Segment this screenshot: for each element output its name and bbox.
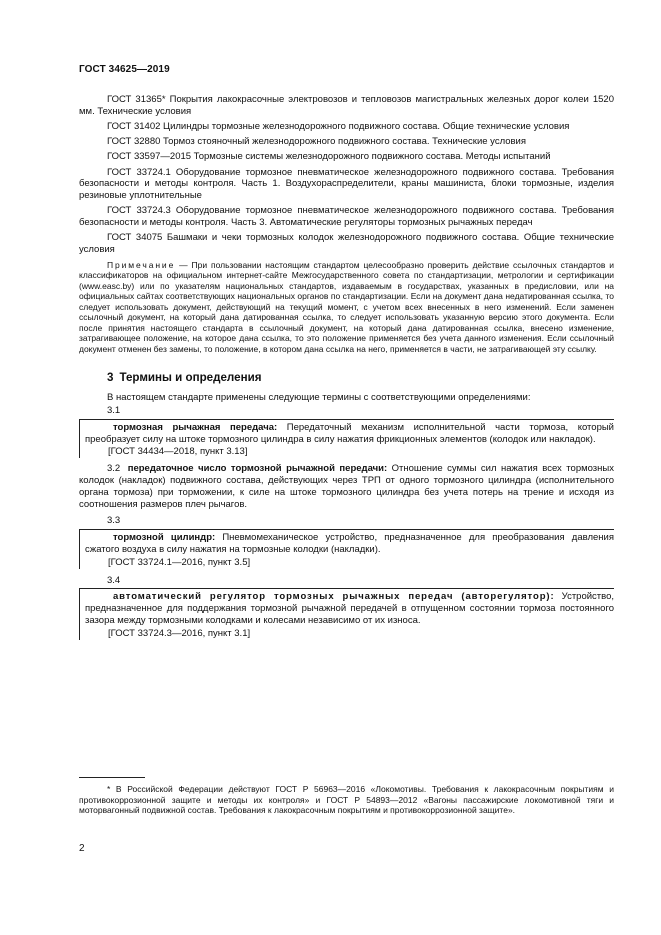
term-definition (85, 422, 614, 446)
section-number: 3 (107, 371, 114, 385)
term-name: тормозной цилиндр: (113, 532, 216, 544)
term-text: Пневмомеханическое устройство, предназначенное для преобразования давления сжатого воздуха в силу нажатия на тормозные колодки (накладки). (85, 532, 614, 555)
reference-item: ГОСТ 32880 Тормоз стояночный железнодорожного подвижного состава. Технические условия (107, 136, 526, 148)
document-body (79, 94, 614, 645)
footnote: * В Российской Федерации действуют ГОСТ Р 56963—2016 «Локомотивы. Требования к лакокрасочным покрытиям и противокоррозионной защите и методы их контроля» и ГОСТ Р 54893—2012 «Вагоны пассажирские локомотивной тяги и моторвагонный подвижной состав. Требования к лакокрасочным покрытиям и противокоррозионной защите». (79, 784, 614, 815)
reference-item: ГОСТ 33724.1 Оборудование тормозное пневматическое железнодорожного подвижного состава. Требования безопасности и методы контроля. Часть 1. Воздухораспределители, краны машиниста, блоки тормозные, изделия резиновые уплотнительные (79, 166, 614, 202)
term-definition (85, 591, 614, 626)
section-heading (107, 372, 614, 384)
term-number: 3.4 (107, 574, 121, 586)
document-header: ГОСТ 34625—2019 (79, 64, 170, 75)
term-box (79, 529, 614, 568)
term-name: передаточное число тормозной рычажной передачи: (127, 463, 388, 475)
page-number: 2 (79, 843, 85, 854)
term-definition (85, 532, 614, 556)
section-title: Термины и определения (119, 371, 262, 385)
reference-item: ГОСТ 31402 Цилиндры тормозные железнодорожного подвижного состава. Общие технические условия (107, 120, 570, 132)
term-name: автоматический регулятор тормозных рычажных передач (авторегулятор): (113, 591, 555, 603)
term-box (79, 588, 614, 639)
note-paragraph (79, 260, 614, 355)
reference-item: ГОСТ 31365* Покрытия лакокрасочные электровозов и тепловозов магистральных железных дорог колеи 1520 мм. Технические условия (79, 94, 614, 117)
term-text: Отношение суммы сил нажатия всех тормозных колодок (накладок) подвижного состава, действующих через ТРП от одного тормозного цилиндра (исполнительного органа тормоза) при торможении, к силе на штоке тормозного цилиндра без учета потерь на трение и исходя из соотношения размеров плеч рычагов. (79, 463, 614, 510)
term-source: [ГОСТ 33724.1—2016, пункт 3.5] (108, 556, 251, 568)
term-source: [ГОСТ 33724.3—2016, пункт 3.1] (108, 627, 251, 639)
reference-item: ГОСТ 34075 Башмаки и чеки тормозных колодок железнодорожного подвижного состава. Общие технические условия (79, 232, 614, 256)
term-box (79, 419, 614, 458)
term-source: [ГОСТ 34434—2018, пункт 3.13] (108, 446, 248, 458)
footnote-divider (79, 777, 145, 778)
section-intro: В настоящем стандарте применены следующие термины с соответствующими определениями: (107, 392, 531, 404)
term-number: 3.1 (107, 405, 121, 416)
term-name: тормозная рычажная передача: (113, 421, 278, 433)
term-number: 3.2 (107, 463, 121, 475)
term-number: 3.3 (107, 515, 121, 527)
reference-item: ГОСТ 33724.3 Оборудование тормозное пневматическое железнодорожного подвижного состава. Требования безопасности и методы контроля. Часть 3. Автоматические регуляторы тормозных рычажных передач (79, 205, 614, 229)
term-text: Устройство, предназначенное для поддержания тормозной рычажной передачей в отпущенном состоянии тормоза постоянного зазора между тормозными колодками и колесами независимо от их износа. (85, 591, 615, 626)
term-text: Передаточный механизм исполнительной части тормоза, который преобразует силу на штоке тормозного цилиндра в силу нажатия фрикционных элементов (колодок или накладок). (85, 421, 614, 445)
note-label: Примечание (107, 259, 176, 270)
reference-item: ГОСТ 33597—2015 Тормозные системы железнодорожного подвижного состава. Методы испытаний (107, 151, 551, 163)
note-text: — При пользовании настоящим стандартом целесообразно проверить действие ссылочных стандартов и классификаторов на официальном интернет-сайте Межгосударственного совета по стандартизации, метрологии и сертификации (www.easc.by) или по указателям национальных стандартов, издаваемым в государствах, указанных в предисловии, или на официальных сайтах соответствующих национальных органов по стандартизации. Если на документ дана недатированная ссылка, то следует использовать документ, действующий на текущий момент, с учетом всех внесенных в него изменений. Если заменен ссылочный документ, на который дана датированная ссылка, то следует использовать указанную версию этого документа. Если после принятия настоящего стандарта в ссылочный документ, на который дана датированная ссылка, внесено изменение, затрагивающее положение, на которое дана ссылка, то это положение применяется без учета данного изменения. Если ссылочный документ отменен без замены, то положение, в котором дана ссылка на него, применяется в части, не затрагивающей эту ссылку. (79, 259, 614, 354)
term-definition (79, 463, 614, 510)
